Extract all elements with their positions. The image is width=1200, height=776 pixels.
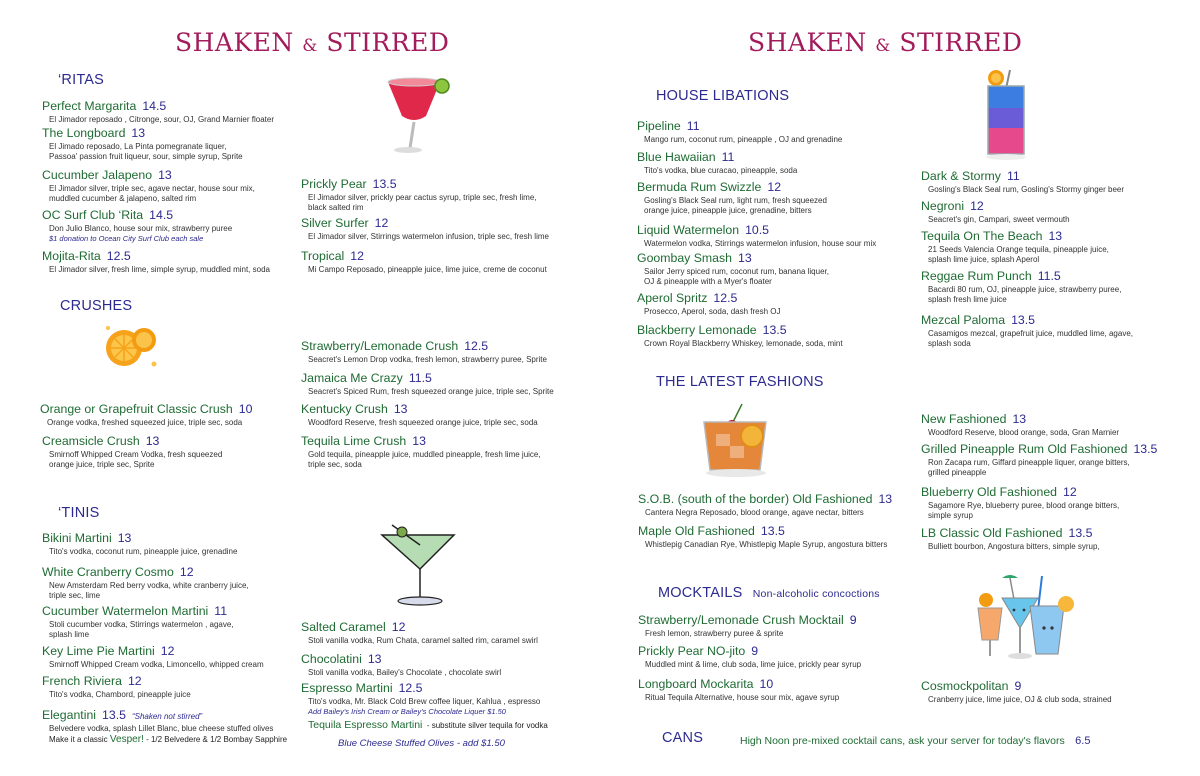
item-price: 13.5 [762, 323, 787, 337]
item-price: 12 [350, 249, 364, 263]
vesper-lead: Make it a classic [49, 735, 108, 744]
item-desc: Gosling's Black Seal rum, Gosling's Stormy ginger beer [928, 185, 1125, 194]
item-desc: El Jimador silver, triple sec, agave nectar, house sour mix, [49, 184, 255, 193]
menu-item [301, 650, 501, 678]
item-price: 11.5 [1037, 269, 1061, 283]
menu-item [42, 97, 274, 125]
item-desc: simple syrup [928, 511, 973, 520]
item-name: Prickly Pear [301, 177, 367, 191]
menu-item [637, 249, 829, 287]
item-desc: Seacret's Lemon Drop vodka, fresh lemon, strawberry puree, Sprite [308, 355, 547, 364]
item-desc: Prosecco, Aperol, soda, dash fresh OJ [644, 307, 781, 316]
item-price: 11 [214, 604, 228, 618]
title-word-2: STIRRED [326, 28, 450, 57]
menu-item [42, 247, 270, 275]
menu-item [921, 311, 1133, 349]
title-word-1: SHAKEN [175, 28, 294, 57]
item-name: Cosmockpolitan [921, 679, 1009, 693]
item-price: 10 [759, 677, 774, 691]
menu-item [921, 197, 1070, 225]
item-desc: New Amsterdam Red berry vodka, white cranberry juice, [49, 581, 249, 590]
item-price: 13 [393, 402, 408, 416]
item-name: Salted Caramel [301, 620, 386, 634]
item-price: 12 [160, 644, 175, 658]
menu-item [301, 369, 554, 397]
section-tinis: ‘TINIS [58, 505, 100, 521]
item-name: New Fashioned [921, 412, 1007, 426]
item-price: 11 [1006, 169, 1020, 183]
item-desc: Tito's vodka, Chambord, pineapple juice [49, 690, 191, 699]
item-desc: Orange vodka, freshed squeezed juice, triple sec, soda [47, 418, 243, 427]
item-desc: grilled pineapple [928, 468, 987, 477]
item-name: Pipeline [637, 119, 681, 133]
item-desc: muddled cucumber & jalapeno, salted rim [49, 194, 197, 203]
vesper-name: Vesper! [109, 734, 144, 745]
item-name: Blueberry Old Fashioned [921, 485, 1058, 499]
item-name: White Cranberry Cosmo [42, 565, 174, 579]
item-extra-note: Add Bailey's Irish Cream or Bailey's Chocolate Liquer $1.50 [308, 707, 506, 716]
menu-item [42, 706, 273, 734]
item-price: 13.5 [760, 524, 785, 538]
item-price: 13 [367, 652, 382, 666]
item-name: Strawberry/Lemonade Crush Mocktail [638, 613, 844, 627]
menu-item [42, 124, 243, 162]
menu-item [301, 618, 538, 646]
item-name: Cucumber Watermelon Martini [42, 604, 209, 618]
item-price: 13 [145, 434, 160, 448]
item-name: The Longboard [42, 126, 126, 140]
item-name: Orange or Grapefruit Classic Crush [40, 402, 233, 416]
menu-item [638, 611, 857, 639]
item-price: 12 [970, 199, 984, 213]
item-name: Aperol Spritz [637, 291, 708, 305]
item-name: Espresso Martini [301, 681, 393, 695]
martini-glass-icon [378, 515, 458, 610]
item-price: 13 [878, 492, 893, 506]
item-desc: Mi Campo Reposado, pineapple juice, lime juice, creme de coconut [308, 265, 547, 274]
item-name: Grilled Pineapple Rum Old Fashioned [921, 442, 1128, 456]
item-desc: Stoli vanilla vodka, Rum Chata, caramel salted rim, caramel swirl [308, 636, 538, 645]
item-name: Perfect Margarita [42, 99, 137, 113]
menu-item [42, 432, 222, 470]
vesper-rest: - 1/2 Belvedere & 1/2 Bombay Sapphire [146, 735, 288, 744]
section-cans: CANS [662, 730, 704, 746]
item-desc: Cranberry juice, lime juice, OJ & club soda, strained [928, 695, 1112, 704]
item-price: 13 [1012, 412, 1027, 426]
vesper-line [49, 734, 287, 745]
item-desc: Watermelon vodka, Stirrings watermelon infusion, house sour mix [644, 239, 877, 248]
item-price: 12.5 [464, 339, 489, 353]
item-name: Kentucky Crush [301, 402, 388, 416]
item-name: Bikini Martini [42, 531, 112, 545]
item-name: Creamsicle Crush [42, 434, 140, 448]
item-name: Negroni [921, 199, 965, 213]
menu-item [921, 227, 1109, 265]
item-desc: Sailor Jerry spiced rum, coconut rum, banana liquer, [644, 267, 829, 276]
item-desc: triple sec, lime [49, 591, 101, 600]
item-desc: El Jimador reposado , Citronge, sour, OJ, Grand Marnier floater [49, 115, 274, 124]
item-extra-note: $1 donation to Ocean City Surf Club each sale [49, 234, 204, 243]
cans-text: High Noon pre-mixed cocktail cans, ask your server for today's flavors [740, 735, 1065, 747]
section-ritas: ‘RITAS [58, 72, 105, 88]
item-desc: Tito's vodka, Mr. Black Cold Brew coffee liquer, Kahlua , espresso [308, 697, 541, 706]
item-name: Bermuda Rum Swizzle [637, 180, 762, 194]
item-price: 9 [849, 613, 857, 627]
old-fashioned-glass-icon [696, 398, 776, 480]
menu-item [638, 522, 887, 550]
menu-item [637, 221, 876, 249]
layered-cocktail-icon [980, 68, 1032, 163]
item-desc: Gold tequila, pineapple juice, muddled pineapple, fresh lime juice, [308, 450, 541, 459]
item-price: 14.5 [149, 208, 174, 222]
item-price: 13 [412, 434, 426, 448]
item-note: “Shaken not stirred” [131, 712, 203, 721]
item-desc: Smirnoff Whipped Cream vodka, Limoncello, whipped cream [49, 660, 264, 669]
item-name: Strawberry/Lemonade Crush [301, 339, 459, 353]
menu-item [637, 289, 781, 317]
item-name: Blackberry Lemonade [637, 323, 757, 337]
menu-item [301, 679, 540, 717]
menu-item [637, 148, 797, 176]
menu-item [42, 563, 249, 601]
item-price: 10.5 [745, 223, 770, 237]
item-desc: Seacret's Spiced Rum, fresh squeezed orange juice, triple sec, Sprite [308, 387, 554, 396]
item-desc: Cantera Negra Reposado, blood orange, agave nectar, bitters [645, 508, 864, 517]
menu-item [638, 675, 839, 703]
item-desc: Crown Royal Blackberry Whiskey, lemonade, soda, mint [644, 339, 843, 348]
section-crushes: CRUSHES [60, 298, 133, 314]
item-desc: El Jimado reposado, La Pinta pomegranate liquer, [49, 142, 227, 151]
item-price: 13 [1048, 229, 1063, 243]
menu-item [301, 214, 549, 242]
menu-item [301, 400, 538, 428]
title-word-2: STIRRED [899, 28, 1023, 57]
menu-item [637, 178, 827, 216]
menu-item [921, 440, 1157, 478]
item-name: Reggae Rum Punch [921, 269, 1032, 283]
item-desc: Smirnoff Whipped Cream Vodka, fresh squeezed [49, 450, 223, 459]
menu-item [638, 490, 892, 518]
item-name: Blue Hawaiian [637, 150, 716, 164]
item-desc: Stoli vanilla vodka, Bailey's Chocolate , chocolate swirl [308, 668, 502, 677]
item-name: Cucumber Jalapeno [42, 168, 153, 182]
menu-item [921, 410, 1119, 438]
item-price: 11.5 [408, 371, 432, 385]
item-name: Silver Surfer [301, 216, 369, 230]
menu-item [301, 337, 547, 365]
mocktails-label: MOCKTAILS [658, 585, 743, 601]
menu-item [637, 321, 843, 349]
item-desc: Don Julio Blanco, house sour mix, strawberry puree [49, 224, 233, 233]
item-desc: Stoli cucumber vodka, Stirrings watermelon , agave, [49, 620, 234, 629]
item-price: 11 [686, 119, 700, 133]
menu-item [638, 642, 861, 670]
menu-item [42, 642, 264, 670]
menu-item [301, 175, 537, 213]
menu-item [921, 524, 1100, 552]
item-desc: Tito's vodka, coconut rum, pineapple juice, grenadine [49, 547, 238, 556]
item-price: 9 [751, 644, 759, 658]
orange-slices-icon [100, 318, 162, 376]
item-price: 13.5 [1011, 313, 1035, 327]
item-price: 13 [117, 531, 132, 545]
item-price: 12.5 [713, 291, 738, 305]
page-title-right [748, 28, 1022, 57]
item-desc: Ron Zacapa rum, Giffard pineapple liquer, orange bitters, [928, 458, 1130, 467]
title-word-1: SHAKEN [748, 28, 867, 57]
tequila-espresso-line [308, 715, 548, 733]
item-name: Tequila On The Beach [921, 229, 1043, 243]
item-price: 12.5 [106, 249, 131, 263]
item-desc: Woodford Reserve, fresh squeezed orange juice, triple sec, soda [308, 418, 538, 427]
item-desc: El Jimador silver, prickly pear cactus syrup, triple sec, fresh lime, [308, 193, 537, 202]
item-price: 13.5 [102, 708, 126, 722]
item-price: 13 [158, 168, 172, 182]
item-name: Maple Old Fashioned [638, 524, 755, 538]
item-name: Key Lime Pie Martini [42, 644, 155, 658]
item-desc: splash fresh lime juice [928, 295, 1007, 304]
menu-item [301, 247, 547, 275]
item-desc: Muddled mint & lime, club soda, lime juice, prickly pear syrup [645, 660, 862, 669]
item-desc: Tito's vodka, blue curacao, pineapple, soda [644, 166, 798, 175]
item-price: 12 [391, 620, 406, 634]
item-desc: Ritual Tequila Alternative, house sour mix, agave syrup [645, 693, 840, 702]
item-price: 13.5 [1133, 442, 1158, 456]
menu-item [921, 167, 1124, 195]
item-price: 12 [374, 216, 389, 230]
item-name: Longboard Mockarita [638, 677, 754, 691]
item-price: 11 [721, 150, 735, 164]
item-price: 12 [767, 180, 782, 194]
item-price: 9 [1014, 679, 1022, 693]
menu-item [42, 672, 191, 700]
cans-price: 6.5 [1075, 735, 1091, 747]
item-desc: Gosling's Black Seal rum, light rum, fresh squeezed [644, 196, 827, 205]
menu-item [42, 166, 255, 204]
item-desc: El Jimador silver, fresh lime, simple syrup, muddled mint, soda [49, 265, 270, 274]
item-desc: orange juice, triple sec, Sprite [49, 460, 155, 469]
item-name: Dark & Stormy [921, 169, 1001, 183]
item-price: 14.5 [142, 99, 167, 113]
item-desc: Mango rum, coconut rum, pineapple , OJ and grenadine [644, 135, 843, 144]
section-latest-fashions: THE LATEST FASHIONS [656, 374, 824, 390]
item-name: OC Surf Club ‘Rita [42, 208, 144, 222]
title-ampersand: & [875, 36, 891, 56]
item-price: 12.5 [398, 681, 423, 695]
item-name: Tequila Lime Crush [301, 434, 407, 448]
item-desc: Casamigos mezcal, grapefruit juice, muddled lime, agave, [928, 329, 1133, 338]
mocktail-glasses-icon [972, 570, 1082, 665]
item-desc: orange juice, pineapple juice, grenadine, bitters [644, 206, 812, 215]
item-price: 12 [179, 565, 194, 579]
item-price: 10 [238, 402, 253, 416]
item-name: Goombay Smash [637, 251, 733, 265]
item-desc: splash soda [928, 339, 971, 348]
menu-item [42, 529, 237, 557]
item-desc: splash lime [49, 630, 90, 639]
menu-item [921, 483, 1119, 521]
item-name: LB Classic Old Fashioned [921, 526, 1063, 540]
menu-item [42, 206, 232, 244]
item-desc: Woodford Reserve, blood orange, soda, Gran Marnier [928, 428, 1120, 437]
item-desc: OJ & pineapple with a Myer's floater [644, 277, 772, 286]
item-price: 13.5 [1068, 526, 1093, 540]
item-desc: Sagamore Rye, blueberry puree, blood orange bitters, [928, 501, 1120, 510]
page-title-left [175, 28, 449, 57]
section-house-libations: HOUSE LIBATIONS [656, 88, 790, 104]
item-desc: Passoa' passion fruit liqueur, sour, simple syrup, Sprite [49, 152, 243, 161]
item-desc: El Jimador silver, Stirrings watermelon infusion, triple sec, fresh lime [308, 232, 549, 241]
item-name: S.O.B. (south of the border) Old Fashioned [638, 492, 873, 506]
item-desc: Seacret's gin, Campari, sweet vermouth [928, 215, 1070, 224]
item-desc: Bulliett bourbon, Angostura bitters, simple syrup, [928, 542, 1100, 551]
item-price: 12 [1063, 485, 1077, 499]
title-ampersand: & [302, 36, 318, 56]
item-name: Mojita-Rita [42, 249, 101, 263]
item-price: 13 [131, 126, 146, 140]
item-name: Elegantini [42, 708, 97, 722]
item-desc: Whistlepig Canadian Rye, Whistlepig Maple Syrup, angostura bitters [645, 540, 888, 549]
item-name: Chocolatini [301, 652, 362, 666]
menu-item [40, 400, 252, 428]
item-desc: black salted rim [308, 203, 364, 212]
item-desc: triple sec, soda [308, 460, 362, 469]
menu-item [301, 432, 541, 470]
menu-item [921, 267, 1121, 305]
mocktails-subtitle: Non-alcoholic concoctions [752, 588, 880, 600]
item-name: Jamaica Me Crazy [301, 371, 403, 385]
section-mocktails [658, 585, 880, 601]
olives-note: Blue Cheese Stuffed Olives - add $1.50 [338, 738, 505, 749]
item-note: - substitute silver tequila for vodka [426, 721, 548, 730]
margarita-glass-icon [380, 72, 455, 157]
item-name: Tequila Espresso Martini [308, 719, 423, 731]
item-desc: 21 Seeds Valencia Orange tequila, pineapple juice, [928, 245, 1109, 254]
item-desc: Fresh lemon, strawberry puree & sprite [645, 629, 784, 638]
item-name: French Riviera [42, 674, 122, 688]
item-price: 12 [127, 674, 142, 688]
item-price: 13 [738, 251, 752, 265]
cans-line [740, 731, 1090, 749]
item-name: Liquid Watermelon [637, 223, 740, 237]
item-name: Mezcal Paloma [921, 313, 1006, 327]
item-desc: Bacardi 80 rum, OJ, pineapple juice, strawberry puree, [928, 285, 1122, 294]
menu-item [921, 677, 1112, 705]
item-desc: splash lime juice, splash Aperol [928, 255, 1040, 264]
item-desc: Belvedere vodka, splash Lillet Blanc, blue cheese stuffed olives [49, 724, 274, 733]
menu-item [637, 117, 842, 145]
item-name: Tropical [301, 249, 345, 263]
item-price: 13.5 [372, 177, 397, 191]
item-name: Prickly Pear NO-jito [638, 644, 746, 658]
menu-item [42, 602, 234, 640]
